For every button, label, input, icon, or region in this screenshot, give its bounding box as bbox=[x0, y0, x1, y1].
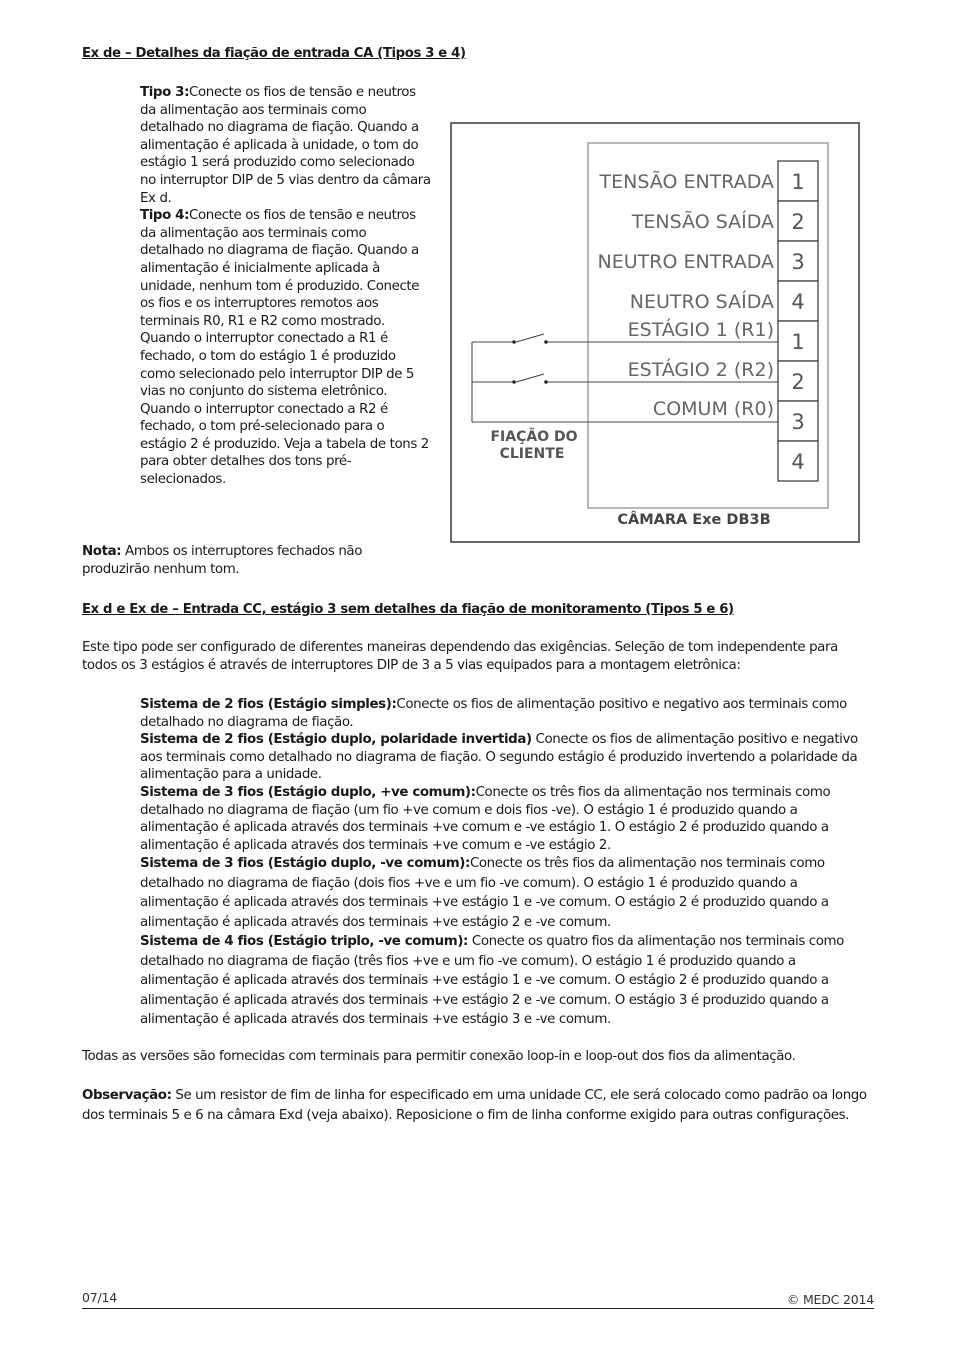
item-label: Sistema de 3 fios (Estágio duplo, -ve comum): bbox=[140, 856, 470, 872]
wiring-diagram bbox=[448, 120, 862, 546]
terminal-b-4: 4 bbox=[791, 450, 805, 474]
section1-body bbox=[140, 84, 432, 489]
item-text: Conecte os três fios da alimentação nos terminais como detalhado no diagrama de fiação (um fio +ve comum e dois fios -ve). O estágio 1 é produzido quando a alimentação é aplicada através dos terminais +ve comum e -ve estágio 1. O estágio 2 é produzido quando a alimentação é aplicada através dos terminais +ve comum e -ve estágio 2. bbox=[140, 784, 831, 853]
type4-label: Tipo 4: bbox=[140, 208, 190, 224]
section2-heading: Ex d e Ex de – Entrada CC, estágio 3 sem detalhes da fiação de monitoramento (Tipos 5 e 6) bbox=[82, 602, 734, 617]
item-text: Conecte os três fios da alimentação nos terminais como detalhado no diagrama de fiação (dois fios +ve e um fio -ve comum). O estágio 1 é produzido quando a alimentação é aplicada através dos terminais +ve estágio 1 e -ve comum. O estágio 2 é produzido quando a alimentação é aplicada através dos terminais +ve estágio 2 e -ve comum. bbox=[140, 856, 829, 930]
observation-paragraph bbox=[82, 1086, 872, 1125]
loop-paragraph: Todas as versões são fornecidas com terminais para permitir conexão loop-in e loop-out dos fios da alimentação. bbox=[82, 1049, 796, 1064]
note-label: Nota: bbox=[82, 544, 122, 559]
label-comum: COMUM (R0) bbox=[652, 398, 774, 420]
terminal-a-2: 2 bbox=[791, 210, 805, 234]
terminal-b-3: 3 bbox=[791, 410, 805, 434]
customer-wiring-label-2: CLIENTE bbox=[499, 446, 565, 462]
item-label: Sistema de 2 fios (Estágio simples): bbox=[140, 697, 397, 712]
list-item bbox=[140, 932, 866, 1030]
list-item bbox=[140, 731, 866, 784]
terminal-b-1: 1 bbox=[791, 330, 805, 354]
item-label: Sistema de 4 fios (Estágio triplo, -ve comum): bbox=[140, 934, 469, 950]
type3-text: Conecte os fios de tensão e neutros da alimentação aos terminais como detalhado no diagrama de fiação. Quando a alimentação é aplicada à unidade, o tom do estágio 1 será produzido como selecionado no interruptor DIP de 5 vias dentro da câmara Ex d. bbox=[140, 85, 431, 206]
type3-paragraph bbox=[140, 84, 432, 207]
note-text: Ambos os interruptores fechados não produzirão nenhum tom. bbox=[82, 544, 363, 577]
chamber-label: CÂMARA Exe DB3B bbox=[617, 512, 771, 528]
list-item bbox=[140, 854, 866, 932]
item-text: Conecte os fios de alimentação positivo e negativo aos terminais como detalhado no diagrama de fiação. bbox=[140, 697, 847, 730]
list-item bbox=[140, 696, 866, 731]
label-tensao-entrada: TENSÃO ENTRADA bbox=[599, 171, 774, 193]
item-text: Conecte os fios de alimentação positivo e negativo aos terminais como detalhado no diagrama de fiação. O segundo estágio é produzido invertendo a polaridade da alimentação para a unidade. bbox=[140, 732, 858, 783]
footer-copyright: © MEDC 2014 bbox=[786, 1292, 874, 1307]
footer-divider bbox=[82, 1308, 874, 1309]
terminal-a-1: 1 bbox=[791, 170, 805, 194]
observation-label: Observação: bbox=[82, 1088, 172, 1103]
section1-heading: Ex de – Detalhes da fiação de entrada CA (Tipos 3 e 4) bbox=[82, 46, 466, 61]
label-estagio-1: ESTÁGIO 1 (R1) bbox=[627, 319, 774, 341]
terminal-b-2: 2 bbox=[791, 370, 805, 394]
label-neutro-entrada: NEUTRO ENTRADA bbox=[597, 251, 774, 273]
item-text: Conecte os quatro fios da alimentação nos terminais como detalhado no diagrama de fiação (três fios +ve e um fio -ve comum). O estágio 1 é produzido quando a alimentação é aplicada através dos terminais +ve estágio 1 e -ve comum. O estágio 2 é produzido quando a alimentação é aplicada através dos terminais +ve estágio 2 e -ve comum. O estágio 3 é produzido quando a alimentação é aplicada através dos terminais +ve estágio 3 e -ve comum. bbox=[140, 934, 844, 1028]
label-neutro-saida: NEUTRO SAÍDA bbox=[629, 291, 774, 313]
item-label: Sistema de 2 fios (Estágio duplo, polaridade invertida) bbox=[140, 732, 532, 748]
note-paragraph bbox=[82, 543, 402, 578]
observation-text: Se um resistor de fim de linha for especificado em uma unidade CC, ele será colocado como padrão oa longo dos terminais 5 e 6 na câmara Exd (veja abaixo). Reposicione o fim de linha conforme exigido para outras configurações. bbox=[82, 1088, 867, 1123]
wiring-system-list bbox=[140, 696, 866, 1030]
footer-date: 07/14 bbox=[82, 1290, 118, 1305]
section2-intro: Este tipo pode ser configurado de diferentes maneiras dependendo das exigências. Seleção de tom independente para todos os 3 estágios é através de interruptores DIP de 3 a 5 vias equipados para a montagem eletrônica: bbox=[82, 640, 838, 673]
label-estagio-2: ESTÁGIO 2 (R2) bbox=[627, 359, 774, 381]
list-item bbox=[140, 784, 866, 854]
customer-wiring-label-1: FIAÇÃO DO bbox=[490, 429, 578, 445]
label-tensao-saida: TENSÃO SAÍDA bbox=[631, 211, 774, 233]
type4-text: Conecte os fios de tensão e neutros da alimentação aos terminais como detalhado no diagrama de fiação. Quando a alimentação é inicialmente aplicada à unidade, nenhum tom é produzido. Conecte os fios e os interruptores remotos aos terminais R0, R1 e R2 como mostrado. Quando o interruptor conectado a R1 é fechado, o tom do estágio 1 é produzido como selecionado pelo interruptor DIP de 5 vias no conjunto do sistema eletrônico. Quando o interruptor conectado a R2 é fechado, o tom pré-selecionado para o estágio 2 é produzido. Veja a tabela de tons 2 para obter detalhes dos tons pré-selecionados. bbox=[140, 208, 429, 488]
switch-contacts bbox=[512, 340, 548, 384]
type3-label: Tipo 3: bbox=[140, 85, 190, 100]
terminal-a-3: 3 bbox=[791, 250, 805, 274]
terminal-a-4: 4 bbox=[791, 290, 805, 314]
type4-paragraph bbox=[140, 207, 432, 489]
item-label: Sistema de 3 fios (Estágio duplo, +ve comum): bbox=[140, 784, 476, 800]
